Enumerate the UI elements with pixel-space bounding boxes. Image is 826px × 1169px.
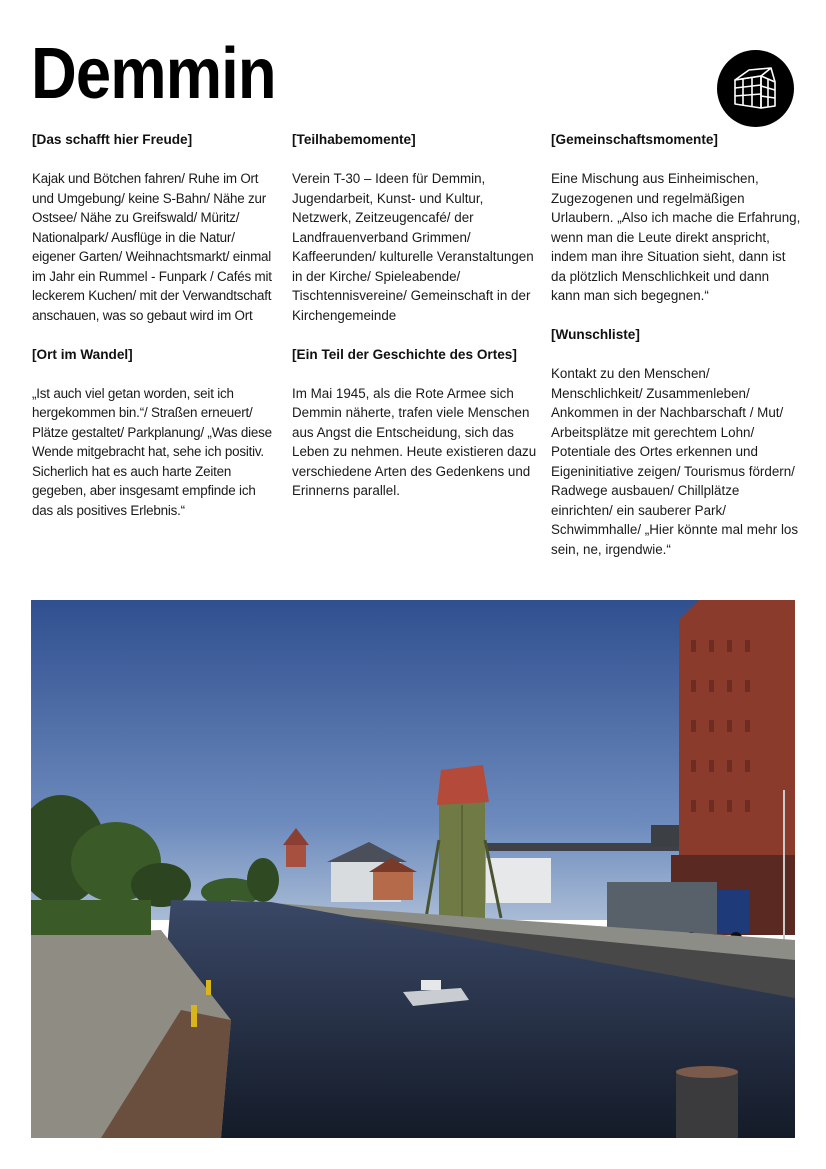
page-title: Demmin (31, 34, 276, 114)
section-text-teilhabe: Verein T-30 – Ideen für Demmin, Jugendarbeit, Kunst- und Kultur, Netzwerk, Zeitzeugencafé/ der Landfrauenverband Grimmen/ Kaffeerunden/ kulturelle Veranstaltungen in der Kirche/ Spieleabende/ Tischtennisvereine/ Gemeinschaft in der Kirchengemeinde (292, 171, 534, 323)
grain-silo-building-icon (731, 64, 780, 113)
column-middle (292, 130, 542, 520)
section-heading-wandel: [Ort im Wandel] (32, 346, 133, 362)
section-text-wandel: „Ist auch viel getan worden, seit ich hergekommen bin.“/ Straßen erneuert/ Plätze gestaltet/ Parkplanung/ „Was diese Wende mitgebracht hat, sehe ich positiv. Sicherlich hat es auch harte Zeiten gegeben, aber insgesamt empfinde ich das als positives Erlebnis.“ (32, 385, 272, 518)
harbor-photo-illustration (31, 600, 795, 1138)
section-heading-freude: [Das schafft hier Freude] (32, 132, 193, 147)
section-text-wunschliste: Kontakt zu den Menschen/ Menschlichkeit/ Zusammenleben/ Ankommen in der Nachbarschaft / Mut/ Arbeitsplätze mit gerechtem Lohn/ Potentiale des Ortes erkennen und Eigeninitiative zeigen/ Tourismus fördern/ Radwege ausbauen/ Chillplätze einrichten/ ein sauberer Park/ Schwimmhalle/ „Hier könnte mal mehr los sein, ne, irgendwie.“ (551, 366, 799, 557)
section-text-geschichte: Im Mai 1945, als die Rote Armee sich Demmin näherte, trafen viele Menschen aus Angst die Entscheidung, sich das Leben zu nehmen. Heute existieren dazu verschiedene Arten des Gedenkens und Erinnerns parallel. (292, 385, 537, 498)
section-heading-geschichte: [Ein Teil der Geschichte des Ortes] (292, 346, 517, 362)
section-heading-gemeinschaft: [Gemeinschaftsmomente] (551, 132, 718, 147)
section-heading-teilhabe: [Teilhabemomente] (292, 132, 416, 147)
column-left (32, 130, 280, 540)
logo-badge (717, 50, 794, 127)
harbor-photo (31, 600, 795, 1138)
section-text-freude: Kajak und Bötchen fahren/ Ruhe im Ort und Umgebung/ keine S-Bahn/ Nähe zur Ostsee/ Nähe zu Greifswald/ Müritz/ Nationalpark/ Ausflüge in die Natur/ eigener Garten/ Weihnachtsmarkt/ einmal im Jahr ein Rummel - Funpark / Cafés mit leckerem Kuchen/ mit der Verwandtschaft anschauen, was so gebaut wird im Ort (32, 171, 272, 323)
section-text-gemeinschaft: Eine Mischung aus Einheimischen, Zugezogenen und regelmäßigen Urlaubern. „Also ich mache die Erfahrung, wenn man die Leute direkt anspricht, indem man ihre Situation sieht, dann ist da plötzlich Menschlichkeit und dann kann man sich begegnen.“ (551, 171, 801, 303)
section-heading-wunschliste: [Wunschliste] (551, 327, 640, 342)
column-right (551, 130, 801, 579)
